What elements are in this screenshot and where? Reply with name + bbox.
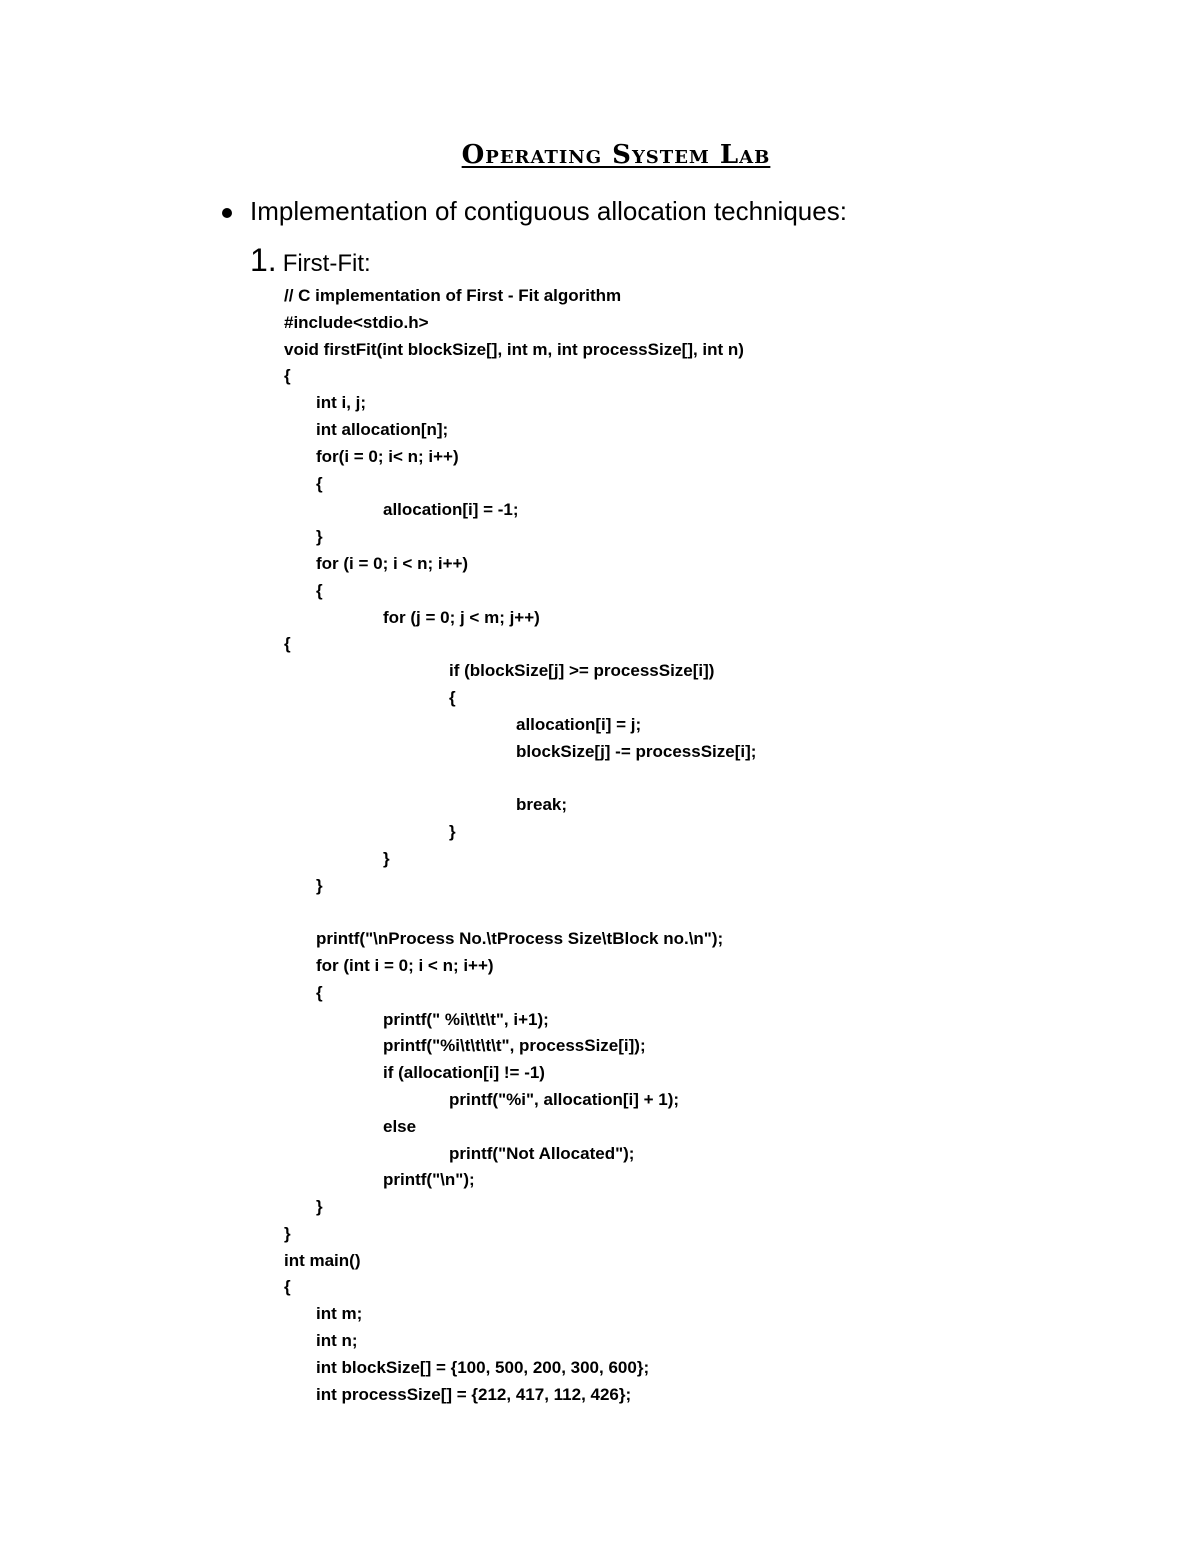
code-line: printf("%i\t\t\t\t", processSize[i]); (383, 1036, 646, 1056)
code-line: blockSize[j] -= processSize[i]; (516, 741, 757, 761)
code-line: int main() (284, 1250, 361, 1270)
code-line: printf("\nProcess No.\tProcess Size\tBlock no.\n"); (316, 929, 724, 949)
code-line (284, 899, 1164, 926)
bullet-dot-icon (222, 208, 232, 218)
code-line: printf("Not Allocated"); (449, 1143, 635, 1163)
code-line: for (j = 0; j < m; j++) (383, 607, 540, 627)
code-line: if (allocation[i] != -1) (383, 1063, 545, 1083)
code-line: printf(" %i\t\t\t", i+1); (383, 1009, 549, 1029)
code-line: { (284, 634, 291, 654)
code-line: } (284, 1223, 291, 1243)
code-line: { (316, 473, 323, 493)
code-line: { (316, 982, 323, 1002)
code-line: { (449, 687, 456, 707)
code-line: void firstFit(int blockSize[], int m, int processSize[], int n) (284, 339, 744, 359)
code-line: else (383, 1116, 417, 1136)
code-listing (284, 283, 1164, 1408)
code-line: allocation[i] = j; (516, 714, 642, 734)
code-line (284, 765, 1164, 792)
code-line: int m; (316, 1304, 363, 1324)
code-line: } (316, 875, 323, 895)
bullet-text: Implementation of contiguous allocation techniques: (250, 196, 847, 226)
code-line: } (383, 848, 390, 868)
code-line: // C implementation of First - Fit algorithm (284, 286, 622, 305)
code-line: for (int i = 0; i < n; i++) (316, 955, 494, 975)
code-line: } (449, 821, 456, 841)
section-number: 1. (250, 242, 277, 278)
code-line: } (316, 1197, 323, 1217)
code-line: for(i = 0; i< n; i++) (316, 446, 459, 466)
code-line: break; (516, 795, 568, 815)
code-line: #include<stdio.h> (284, 312, 429, 332)
code-line: } (316, 527, 323, 547)
numbered-item (250, 242, 371, 279)
code-line: { (284, 366, 291, 386)
code-line: { (284, 1277, 291, 1297)
code-line: int blockSize[] = {100, 500, 200, 300, 600}; (316, 1357, 650, 1377)
code-line: printf("\n"); (383, 1170, 475, 1190)
code-line: printf("%i", allocation[i] + 1); (449, 1089, 680, 1109)
code-line: if (blockSize[j] >= processSize[i]) (449, 661, 715, 681)
code-line: int i, j; (316, 393, 367, 413)
code-line: allocation[i] = -1; (383, 500, 519, 520)
section-label: First-Fit: (282, 250, 371, 277)
code-line: int allocation[n]; (316, 419, 449, 439)
bullet-item (222, 196, 847, 227)
page-title: Operating System Lab (461, 140, 771, 170)
code-line: for (i = 0; i < n; i++) (316, 553, 469, 573)
code-line: int n; (316, 1331, 358, 1351)
code-line: int processSize[] = {212, 417, 112, 426}; (316, 1384, 632, 1404)
code-line: { (316, 580, 323, 600)
